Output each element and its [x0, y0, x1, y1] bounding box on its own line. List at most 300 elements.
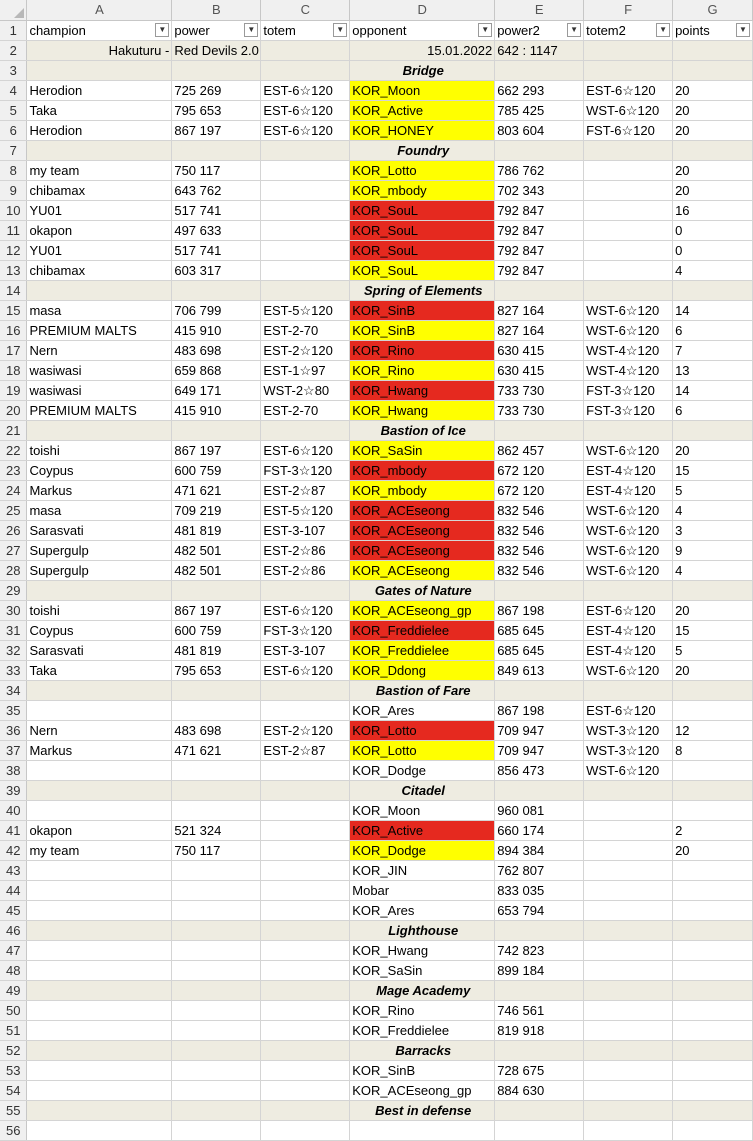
totem2-cell[interactable]: [584, 860, 673, 880]
row-number[interactable]: 35: [0, 700, 27, 720]
totem2-cell[interactable]: [584, 1000, 673, 1020]
cell[interactable]: [27, 680, 172, 700]
cell[interactable]: [673, 420, 753, 440]
points-cell[interactable]: 14: [673, 300, 753, 320]
cell[interactable]: [172, 680, 261, 700]
opponent-cell[interactable]: KOR_ACEseong_gp: [350, 1080, 495, 1100]
champion-cell[interactable]: Sarasvati: [27, 520, 172, 540]
header-cell-opponent[interactable]: [350, 20, 495, 40]
power-cell[interactable]: [172, 700, 261, 720]
power2-cell[interactable]: 819 918: [495, 1020, 584, 1040]
cell[interactable]: [172, 140, 261, 160]
totem-cell[interactable]: EST-1☆97: [261, 360, 350, 380]
points-cell[interactable]: [673, 900, 753, 920]
header-cell-champion[interactable]: [27, 20, 172, 40]
cell[interactable]: [584, 980, 673, 1000]
opponent-cell[interactable]: KOR_Lotto: [350, 720, 495, 740]
champion-cell[interactable]: [27, 960, 172, 980]
cell[interactable]: [584, 680, 673, 700]
cell[interactable]: [261, 280, 350, 300]
section-title[interactable]: Bridge: [350, 60, 495, 80]
power2-cell[interactable]: 733 730: [495, 380, 584, 400]
totem2-cell[interactable]: [584, 1060, 673, 1080]
totem2-cell[interactable]: FST-6☆120: [584, 120, 673, 140]
power2-cell[interactable]: 884 630: [495, 1080, 584, 1100]
champion-cell[interactable]: toishi: [27, 600, 172, 620]
points-cell[interactable]: 4: [673, 260, 753, 280]
totem-cell[interactable]: [261, 880, 350, 900]
power-cell[interactable]: 415 910: [172, 320, 261, 340]
totem2-cell[interactable]: WST-6☆120: [584, 660, 673, 680]
points-cell[interactable]: 5: [673, 480, 753, 500]
section-title[interactable]: Spring of Elements: [350, 280, 495, 300]
totem-cell[interactable]: EST-6☆120: [261, 660, 350, 680]
power2-cell[interactable]: 856 473: [495, 760, 584, 780]
row-number[interactable]: 54: [0, 1080, 27, 1100]
cell[interactable]: [495, 580, 584, 600]
points-cell[interactable]: 6: [673, 400, 753, 420]
filter-dropdown-icon[interactable]: ▼: [155, 23, 169, 37]
totem2-cell[interactable]: WST-6☆120: [584, 560, 673, 580]
power-cell[interactable]: 600 759: [172, 620, 261, 640]
power2-cell[interactable]: 742 823: [495, 940, 584, 960]
totem2-cell[interactable]: [584, 240, 673, 260]
opponent-cell[interactable]: KOR_Freddielee: [350, 1020, 495, 1040]
cell[interactable]: [172, 980, 261, 1000]
totem2-cell[interactable]: [584, 840, 673, 860]
points-cell[interactable]: 7: [673, 340, 753, 360]
row-number[interactable]: 53: [0, 1060, 27, 1080]
champion-cell[interactable]: [27, 760, 172, 780]
row-number[interactable]: 8: [0, 160, 27, 180]
power2-cell[interactable]: 827 164: [495, 300, 584, 320]
totem2-cell[interactable]: EST-4☆120: [584, 460, 673, 480]
power-cell[interactable]: [172, 1000, 261, 1020]
power-cell[interactable]: [172, 940, 261, 960]
totem-cell[interactable]: [261, 800, 350, 820]
champion-cell[interactable]: Nern: [27, 340, 172, 360]
points-cell[interactable]: 4: [673, 500, 753, 520]
opponent-cell[interactable]: KOR_ACEseong: [350, 500, 495, 520]
cell[interactable]: [172, 60, 261, 80]
power2-cell[interactable]: 867 198: [495, 600, 584, 620]
power2-cell[interactable]: 832 546: [495, 560, 584, 580]
power2-cell[interactable]: 792 847: [495, 200, 584, 220]
opponent-cell[interactable]: KOR_JIN: [350, 860, 495, 880]
row-number[interactable]: 16: [0, 320, 27, 340]
cell[interactable]: [261, 40, 350, 60]
row-number[interactable]: 49: [0, 980, 27, 1000]
row-number[interactable]: 29: [0, 580, 27, 600]
power-cell[interactable]: 709 219: [172, 500, 261, 520]
opponent-cell[interactable]: KOR_SouL: [350, 240, 495, 260]
power2-cell[interactable]: 792 847: [495, 240, 584, 260]
champion-cell[interactable]: my team: [27, 160, 172, 180]
totem-cell[interactable]: EST-2☆86: [261, 560, 350, 580]
opponent-cell[interactable]: KOR_Hwang: [350, 940, 495, 960]
section-title[interactable]: Best in defense: [350, 1100, 495, 1120]
row-number[interactable]: 1: [0, 20, 27, 40]
row-number[interactable]: 43: [0, 860, 27, 880]
totem-cell[interactable]: [261, 180, 350, 200]
points-cell[interactable]: 20: [673, 160, 753, 180]
section-title[interactable]: Citadel: [350, 780, 495, 800]
champion-cell[interactable]: Supergulp: [27, 560, 172, 580]
row-number[interactable]: 37: [0, 740, 27, 760]
totem-cell[interactable]: EST-6☆120: [261, 440, 350, 460]
header-cell-power[interactable]: [172, 20, 261, 40]
points-cell[interactable]: 8: [673, 740, 753, 760]
totem-cell[interactable]: [261, 820, 350, 840]
totem-cell[interactable]: EST-2☆86: [261, 540, 350, 560]
column-header-d[interactable]: D: [350, 0, 495, 20]
power2-cell[interactable]: 685 645: [495, 640, 584, 660]
row-number[interactable]: 23: [0, 460, 27, 480]
totem-cell[interactable]: [261, 700, 350, 720]
power-cell[interactable]: 750 117: [172, 840, 261, 860]
points-cell[interactable]: [673, 880, 753, 900]
power-cell[interactable]: 795 653: [172, 660, 261, 680]
cell[interactable]: [495, 920, 584, 940]
totem2-cell[interactable]: [584, 1020, 673, 1040]
row-number[interactable]: 2: [0, 40, 27, 60]
row-number[interactable]: 51: [0, 1020, 27, 1040]
cell[interactable]: [495, 1040, 584, 1060]
totem-cell[interactable]: [261, 960, 350, 980]
totem-cell[interactable]: EST-2☆87: [261, 480, 350, 500]
champion-cell[interactable]: my team: [27, 840, 172, 860]
totem-cell[interactable]: [261, 1020, 350, 1040]
totem-cell[interactable]: EST-5☆120: [261, 500, 350, 520]
power-cell[interactable]: 643 762: [172, 180, 261, 200]
row-number[interactable]: 45: [0, 900, 27, 920]
opponent-cell[interactable]: KOR_Moon: [350, 80, 495, 100]
power-cell[interactable]: [172, 880, 261, 900]
power2-cell[interactable]: 630 415: [495, 340, 584, 360]
row-number[interactable]: 33: [0, 660, 27, 680]
champion-cell[interactable]: chibamax: [27, 260, 172, 280]
row-number[interactable]: 56: [0, 1120, 27, 1140]
filter-dropdown-icon[interactable]: ▼: [244, 23, 258, 37]
points-cell[interactable]: 20: [673, 660, 753, 680]
cell[interactable]: [27, 420, 172, 440]
champion-cell[interactable]: okapon: [27, 820, 172, 840]
power-cell[interactable]: [172, 760, 261, 780]
row-number[interactable]: 10: [0, 200, 27, 220]
opponent-cell[interactable]: KOR_Dodge: [350, 760, 495, 780]
totem-cell[interactable]: WST-2☆80: [261, 380, 350, 400]
row-number[interactable]: 18: [0, 360, 27, 380]
column-header-e[interactable]: E: [495, 0, 584, 20]
totem-cell[interactable]: EST-3-107: [261, 640, 350, 660]
points-cell[interactable]: 3: [673, 520, 753, 540]
points-cell[interactable]: 0: [673, 240, 753, 260]
cell[interactable]: [673, 140, 753, 160]
power2-cell[interactable]: 672 120: [495, 480, 584, 500]
power-cell[interactable]: 795 653: [172, 100, 261, 120]
points-cell[interactable]: 0: [673, 220, 753, 240]
row-number[interactable]: 20: [0, 400, 27, 420]
totem-cell[interactable]: FST-3☆120: [261, 460, 350, 480]
champion-cell[interactable]: Nern: [27, 720, 172, 740]
filter-dropdown-icon[interactable]: ▼: [736, 23, 750, 37]
cell[interactable]: [172, 1040, 261, 1060]
power-cell[interactable]: 481 819: [172, 520, 261, 540]
totem-cell[interactable]: EST-5☆120: [261, 300, 350, 320]
totem2-cell[interactable]: EST-4☆120: [584, 480, 673, 500]
cell[interactable]: [27, 280, 172, 300]
champion-cell[interactable]: chibamax: [27, 180, 172, 200]
cell[interactable]: [495, 1100, 584, 1120]
totem2-cell[interactable]: WST-6☆120: [584, 500, 673, 520]
opponent-cell[interactable]: KOR_Freddielee: [350, 620, 495, 640]
totem2-cell[interactable]: [584, 180, 673, 200]
power-cell[interactable]: 482 501: [172, 540, 261, 560]
power-cell[interactable]: 471 621: [172, 480, 261, 500]
row-number[interactable]: 7: [0, 140, 27, 160]
cell[interactable]: [27, 140, 172, 160]
cell[interactable]: [27, 580, 172, 600]
power2-cell[interactable]: 653 794: [495, 900, 584, 920]
cell[interactable]: [172, 420, 261, 440]
totem2-cell[interactable]: FST-3☆120: [584, 380, 673, 400]
column-header-b[interactable]: B: [172, 0, 261, 20]
cell[interactable]: [261, 420, 350, 440]
champion-cell[interactable]: Markus: [27, 480, 172, 500]
totem2-cell[interactable]: WST-4☆120: [584, 340, 673, 360]
row-number[interactable]: 38: [0, 760, 27, 780]
power2-cell[interactable]: 702 343: [495, 180, 584, 200]
points-cell[interactable]: 16: [673, 200, 753, 220]
points-cell[interactable]: [673, 760, 753, 780]
totem2-cell[interactable]: EST-6☆120: [584, 600, 673, 620]
row-number[interactable]: 13: [0, 260, 27, 280]
opponent-cell[interactable]: KOR_Freddielee: [350, 640, 495, 660]
row-number[interactable]: 3: [0, 60, 27, 80]
totem2-cell[interactable]: EST-4☆120: [584, 620, 673, 640]
totem2-cell[interactable]: WST-6☆120: [584, 300, 673, 320]
points-cell[interactable]: 12: [673, 720, 753, 740]
totem2-cell[interactable]: WST-6☆120: [584, 440, 673, 460]
cell[interactable]: [495, 780, 584, 800]
filter-dropdown-icon[interactable]: ▼: [656, 23, 670, 37]
row-number[interactable]: 39: [0, 780, 27, 800]
cell[interactable]: [172, 780, 261, 800]
opponent-cell[interactable]: KOR_mbody: [350, 480, 495, 500]
champion-cell[interactable]: Herodion: [27, 120, 172, 140]
column-header-c[interactable]: C: [261, 0, 350, 20]
champion-cell[interactable]: [27, 1120, 172, 1140]
champion-cell[interactable]: [27, 1000, 172, 1020]
cell[interactable]: [584, 580, 673, 600]
row-number[interactable]: 11: [0, 220, 27, 240]
power2-cell[interactable]: 709 947: [495, 720, 584, 740]
section-title[interactable]: Mage Academy: [350, 980, 495, 1000]
row-number[interactable]: 42: [0, 840, 27, 860]
match-score-cell[interactable]: 642 : 1147: [495, 40, 584, 60]
totem-cell[interactable]: [261, 240, 350, 260]
points-cell[interactable]: 15: [673, 460, 753, 480]
totem-cell[interactable]: EST-2-70: [261, 320, 350, 340]
power-cell[interactable]: [172, 860, 261, 880]
power-cell[interactable]: 725 269: [172, 80, 261, 100]
cell[interactable]: [495, 60, 584, 80]
points-cell[interactable]: 20: [673, 840, 753, 860]
champion-cell[interactable]: Taka: [27, 660, 172, 680]
points-cell[interactable]: 20: [673, 100, 753, 120]
points-cell[interactable]: 9: [673, 540, 753, 560]
champion-cell[interactable]: [27, 1020, 172, 1040]
row-number[interactable]: 12: [0, 240, 27, 260]
cell[interactable]: [495, 140, 584, 160]
header-cell-totem2[interactable]: [584, 20, 673, 40]
champion-cell[interactable]: Markus: [27, 740, 172, 760]
power2-cell[interactable]: 862 457: [495, 440, 584, 460]
opponent-cell[interactable]: KOR_Active: [350, 820, 495, 840]
cell[interactable]: [261, 1100, 350, 1120]
cell[interactable]: [584, 40, 673, 60]
points-cell[interactable]: [673, 1020, 753, 1040]
filter-dropdown-icon[interactable]: ▼: [333, 23, 347, 37]
cell[interactable]: [172, 280, 261, 300]
power-cell[interactable]: 517 741: [172, 200, 261, 220]
row-number[interactable]: 50: [0, 1000, 27, 1020]
opponent-cell[interactable]: KOR_ACEseong: [350, 540, 495, 560]
totem-cell[interactable]: [261, 160, 350, 180]
totem-cell[interactable]: [261, 840, 350, 860]
opponent-cell[interactable]: KOR_ACEseong: [350, 560, 495, 580]
row-number[interactable]: 5: [0, 100, 27, 120]
totem2-cell[interactable]: [584, 960, 673, 980]
power2-cell[interactable]: 630 415: [495, 360, 584, 380]
cell[interactable]: [673, 60, 753, 80]
opponent-cell[interactable]: KOR_SinB: [350, 1060, 495, 1080]
champion-cell[interactable]: PREMIUM MALTS: [27, 320, 172, 340]
cell[interactable]: [673, 580, 753, 600]
champion-cell[interactable]: Supergulp: [27, 540, 172, 560]
opponent-cell[interactable]: KOR_ACEseong_gp: [350, 600, 495, 620]
row-number[interactable]: 48: [0, 960, 27, 980]
points-cell[interactable]: 6: [673, 320, 753, 340]
power2-cell[interactable]: 803 604: [495, 120, 584, 140]
column-header-g[interactable]: G: [673, 0, 753, 20]
totem2-cell[interactable]: [584, 260, 673, 280]
points-cell[interactable]: [673, 860, 753, 880]
cell[interactable]: [673, 1040, 753, 1060]
totem2-cell[interactable]: EST-4☆120: [584, 640, 673, 660]
filter-dropdown-icon[interactable]: ▼: [567, 23, 581, 37]
row-number[interactable]: 17: [0, 340, 27, 360]
totem2-cell[interactable]: WST-6☆120: [584, 760, 673, 780]
totem-cell[interactable]: [261, 200, 350, 220]
power-cell[interactable]: 521 324: [172, 820, 261, 840]
totem2-cell[interactable]: [584, 940, 673, 960]
opponent-cell[interactable]: Mobar: [350, 880, 495, 900]
power2-cell[interactable]: 894 384: [495, 840, 584, 860]
section-title[interactable]: Barracks: [350, 1040, 495, 1060]
cell[interactable]: [261, 780, 350, 800]
totem-cell[interactable]: [261, 1080, 350, 1100]
section-title[interactable]: Foundry: [350, 140, 495, 160]
power2-cell[interactable]: 960 081: [495, 800, 584, 820]
row-number[interactable]: 32: [0, 640, 27, 660]
power-cell[interactable]: 497 633: [172, 220, 261, 240]
power2-cell[interactable]: 786 762: [495, 160, 584, 180]
points-cell[interactable]: 20: [673, 180, 753, 200]
power2-cell[interactable]: 849 613: [495, 660, 584, 680]
totem2-cell[interactable]: WST-3☆120: [584, 720, 673, 740]
cell[interactable]: [261, 1040, 350, 1060]
section-title[interactable]: Gates of Nature: [350, 580, 495, 600]
cell[interactable]: [673, 1100, 753, 1120]
header-cell-power2[interactable]: [495, 20, 584, 40]
points-cell[interactable]: 14: [673, 380, 753, 400]
totem-cell[interactable]: [261, 220, 350, 240]
power-cell[interactable]: 471 621: [172, 740, 261, 760]
power2-cell[interactable]: 662 293: [495, 80, 584, 100]
power-cell[interactable]: 750 117: [172, 160, 261, 180]
power2-cell[interactable]: [495, 1120, 584, 1140]
opponent-cell[interactable]: KOR_HONEY: [350, 120, 495, 140]
cell[interactable]: [584, 1100, 673, 1120]
opponent-cell[interactable]: KOR_SouL: [350, 260, 495, 280]
champion-cell[interactable]: YU01: [27, 200, 172, 220]
row-number[interactable]: 47: [0, 940, 27, 960]
cell[interactable]: [673, 980, 753, 1000]
power2-cell[interactable]: 832 546: [495, 500, 584, 520]
opponent-cell[interactable]: KOR_Ares: [350, 900, 495, 920]
totem-cell[interactable]: EST-2-70: [261, 400, 350, 420]
champion-cell[interactable]: [27, 1060, 172, 1080]
totem-cell[interactable]: EST-2☆87: [261, 740, 350, 760]
champion-cell[interactable]: YU01: [27, 240, 172, 260]
points-cell[interactable]: 13: [673, 360, 753, 380]
opponent-cell[interactable]: KOR_ACEseong: [350, 520, 495, 540]
power-cell[interactable]: 706 799: [172, 300, 261, 320]
column-header-f[interactable]: F: [584, 0, 673, 20]
totem2-cell[interactable]: [584, 820, 673, 840]
cell[interactable]: [495, 680, 584, 700]
champion-cell[interactable]: [27, 940, 172, 960]
row-number[interactable]: 36: [0, 720, 27, 740]
row-number[interactable]: 46: [0, 920, 27, 940]
totem-cell[interactable]: [261, 760, 350, 780]
row-number[interactable]: 55: [0, 1100, 27, 1120]
opponent-cell[interactable]: KOR_Rino: [350, 1000, 495, 1020]
totem-cell[interactable]: [261, 1120, 350, 1140]
totem-cell[interactable]: [261, 260, 350, 280]
header-cell-totem[interactable]: [261, 20, 350, 40]
points-cell[interactable]: [673, 800, 753, 820]
totem2-cell[interactable]: WST-6☆120: [584, 320, 673, 340]
row-number[interactable]: 30: [0, 600, 27, 620]
cell[interactable]: [495, 280, 584, 300]
row-number[interactable]: 19: [0, 380, 27, 400]
power-cell[interactable]: 867 197: [172, 120, 261, 140]
cell[interactable]: [584, 780, 673, 800]
row-number[interactable]: 14: [0, 280, 27, 300]
row-number[interactable]: 21: [0, 420, 27, 440]
power-cell[interactable]: [172, 1060, 261, 1080]
cell[interactable]: [27, 980, 172, 1000]
opponent-cell[interactable]: KOR_Hwang: [350, 380, 495, 400]
totem-cell[interactable]: [261, 1000, 350, 1020]
opponent-cell[interactable]: KOR_Ddong: [350, 660, 495, 680]
champion-cell[interactable]: [27, 880, 172, 900]
cell[interactable]: [673, 780, 753, 800]
cell[interactable]: [27, 1100, 172, 1120]
opponent-cell[interactable]: KOR_Lotto: [350, 160, 495, 180]
